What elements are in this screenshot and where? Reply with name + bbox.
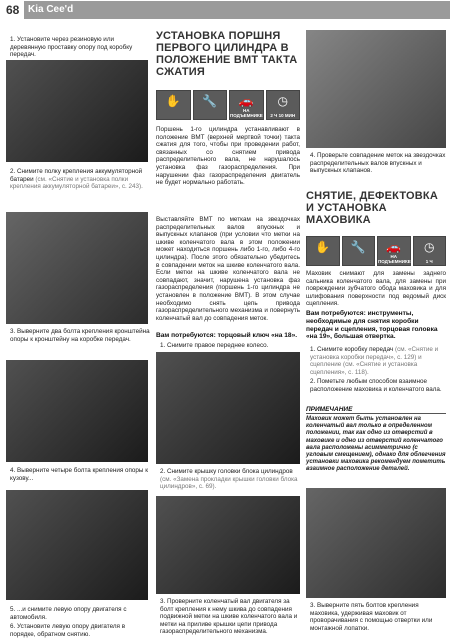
middle-column: [154, 22, 300, 640]
tdc-caption-3: 3. Проверните коленчатый вал двигателя за болт крепления к нему шкива до совпадения подвижной метки на шкиве коленчатого вала и метки на приливе крышки цепи привода газораспределительного механизма.: [160, 598, 298, 635]
tdc-paragraph-1: Поршень 1-го цилиндра устанавливают в положение ВМТ (верхней мертвой точки) такта сжатия для того, чтобы при проведении работ, связанных со снятием привода распределительного вала, не нарушалось установка фаз газораспределения. При нарушении фаз газораспределения двигатель не будет нормально работать.: [156, 126, 300, 187]
tdc-paragraph-2: Выставляйте ВМТ по меткам на звездочках распределительных валов впускных и выпускных клапанов (при условии что метки на шкиве коленчатого вала в этом положении может находиться поршень либо 1-го, либо 4-го цилиндра). После этого обязательно убедитесь в совпадении меток на шкиве коленчатого вала. Если метки на шкиве коленчатого вала не совпадают, значит, нарушена установка фаз газораспределения (поршень 1-го цилиндра не установлен в положение ВМТ). В этом случае необходимо снять цепь привода газораспределительного механизма и повернуть коленчатый вал до совпадения меток.: [156, 216, 300, 322]
photo-gearbox-support: [6, 60, 148, 162]
car-lift-icon: 🚗 НА ПОДЪЕМНИКЕ: [229, 90, 264, 120]
flywheel-step-1: 1. Снимите коробку передач (см. «Снятие и установка коробки передач», с. 129) и сцепление (см. «Снятие и установка сцепления», с. 118).: [310, 346, 439, 376]
left-column: [4, 22, 150, 640]
tdc-icon-strip: [156, 90, 300, 120]
note-title: ПРИМЕЧАНИЕ: [306, 406, 446, 414]
clock-icon: ◷ 2 Ч 10 МИН: [266, 90, 301, 120]
caption-6: 6. Установите левую опору двигателя в порядке, обратном снятию.: [10, 623, 126, 638]
photo-cylinder-head-cover: [156, 352, 300, 464]
photo-crankshaft-pulley: [156, 496, 300, 594]
tdc-step-1: 1. Снимите правое переднее колесо.: [160, 342, 269, 349]
caption-4: 4. Выверните четыре болта крепления опоры к кузову...: [10, 467, 148, 482]
note-text: Маховик может быть установлен на коленчатый вал только в определенном положении, так как одно из отверстий в маховике и одно из отверстий коленчатого вала расположены асимметрично (с угловым смещением), однако для облегчения установки маховика рекомендуем пометить взаимное расположение деталей.: [306, 416, 446, 473]
hand-icon: ✋: [156, 90, 191, 120]
clock-icon: ◷ 1 Ч: [413, 236, 447, 266]
flywheel-tools-needed: Вам потребуются: инструменты, необходимые для снятия коробки передач и сцепления, торцовая головка «на 19», большая отвертка.: [306, 310, 438, 341]
photo-body-mount-bolts: [6, 490, 148, 600]
caption-1: 1. Установите через резиновую или деревянную проставку опору под коробку передач.: [10, 36, 133, 58]
wrench-icon: 🔧: [342, 236, 376, 266]
photo-flywheel-bolts: [306, 488, 446, 598]
flywheel-caption-3: 3. Выверните пять болтов крепления маховика, удерживая маховик от проворачивания с помощью отвертки или монтажной лопатки.: [310, 602, 433, 632]
flywheel-step-2: 2. Пометьте любым способом взаимное расположение маховика и коленчатого вала.: [310, 378, 442, 393]
wrench-icon: 🔧: [193, 90, 228, 120]
photo-camshaft-sprockets: [306, 30, 446, 148]
car-lift-icon: 🚗 НА ПОДЪЕМНИКЕ: [377, 236, 411, 266]
section-heading-tdc: УСТАНОВКА ПОРШНЯ ПЕРВОГО ЦИЛИНДРА В ПОЛОЖЕНИЕ ВМТ ТАКТА СЖАТИЯ: [156, 30, 298, 78]
tdc-caption-2: 2. Снимите крышку головки блока цилиндров (см. «Замена прокладки крышки головки блока цилиндров», с. 69).: [160, 468, 298, 490]
caption-5: 5. ...и снимите левую опору двигателя с автомобиля.: [10, 606, 127, 621]
page-header: [0, 0, 450, 22]
right-column: [304, 22, 446, 640]
flywheel-icon-strip: [306, 236, 446, 266]
page-number: 68: [6, 3, 20, 17]
caption-3: 3. Выверните два болта крепления кронштейна опоры к кронштейну на коробке передач.: [10, 328, 150, 343]
photo-battery-shelf: [6, 212, 148, 324]
section-heading-flywheel: СНЯТИЕ, ДЕФЕКТОВКА И УСТАНОВКА МАХОВИКА: [306, 190, 438, 226]
running-title: Kia Cee'd: [24, 1, 450, 19]
hand-icon: ✋: [306, 236, 340, 266]
tdc-tools-needed: Вам потребуются: торцовый ключ «на 18».: [156, 332, 298, 339]
caption-sprocket-marks: 4. Проверьте совпадение меток на звездочках распределительных валов впускных и выпускных клапанов.: [310, 152, 446, 174]
flywheel-paragraph-1: Маховик снимают для замены заднего сальника коленчатого вала, для замены при повреждении зубчатого обода маховика и для шлифования поверхности под ведомый диск сцепления.: [306, 270, 446, 308]
caption-2: 2. Снимите полку крепления аккумуляторной батареи (см. «Снятие и установка полки крепления аккумуляторной батареи», с. 243).: [10, 168, 143, 190]
photo-support-bracket-bolts: [6, 360, 148, 462]
